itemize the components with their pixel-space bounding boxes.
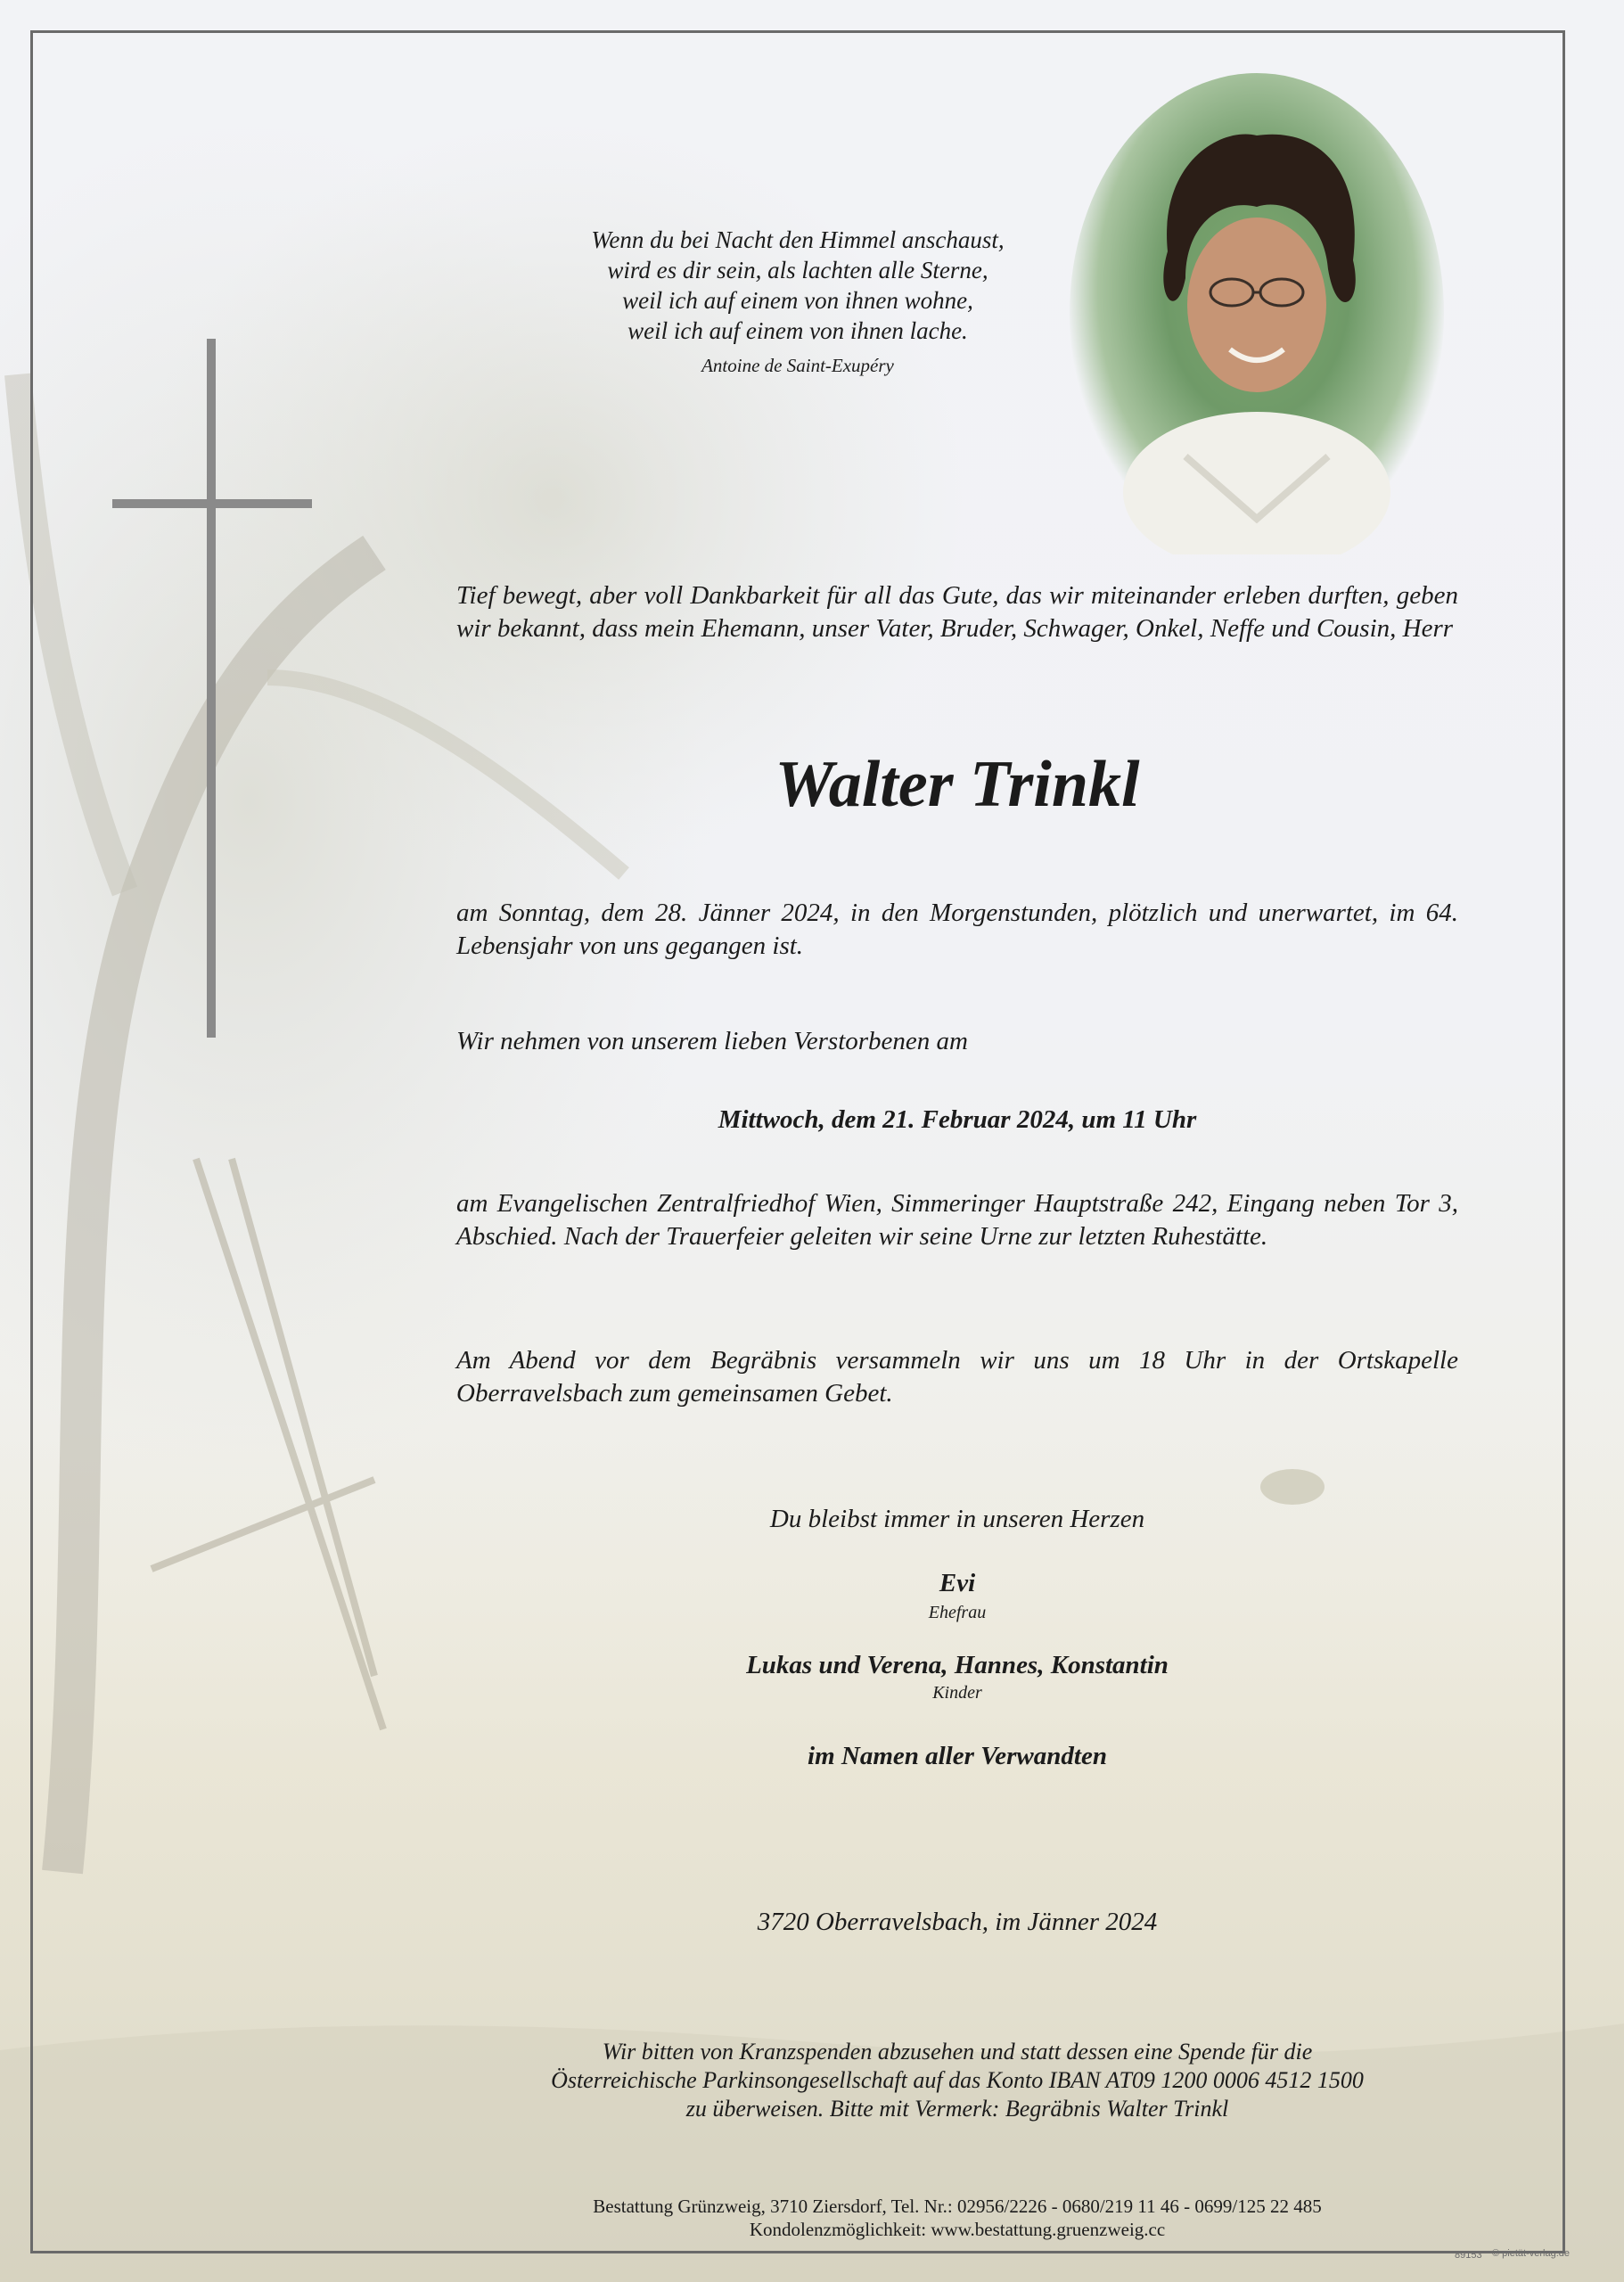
relatives-line: im Namen aller Verwandten bbox=[808, 1742, 1107, 1770]
mourner-role: Kinder bbox=[932, 1683, 982, 1703]
donation-line: Wir bitten von Kranzspenden abzusehen und statt dessen eine Spende für die bbox=[602, 2039, 1313, 2064]
quote-author: Antoine de Saint-Exupéry bbox=[701, 355, 894, 376]
donation-note bbox=[456, 2038, 1458, 2123]
funeral-home-info: Bestattung Grünzweig, 3710 Ziersdorf, Tel. Nr.: 02956/2226 - 0680/219 11 46 - 0699/125 22 485 bbox=[593, 2196, 1322, 2217]
donation-line: Österreichische Parkinsongesellschaft auf das Konto IBAN AT09 1200 0006 4512 1500 bbox=[551, 2067, 1364, 2093]
quote-line: weil ich auf einem von ihnen lache. bbox=[627, 317, 968, 344]
cross-horizontal-bar bbox=[112, 499, 312, 508]
print-code: 89153 bbox=[1455, 2250, 1482, 2261]
quote-line: wird es dir sein, als lachten alle Sterne, bbox=[607, 257, 988, 283]
mourner-name: Lukas und Verena, Hannes, Konstantin bbox=[746, 1651, 1169, 1679]
evening-prayer: Am Abend vor dem Begräbnis versammeln wir uns um 18 Uhr in der Ortskapelle Oberravelsbach zum gemeinsamen Gebet. bbox=[456, 1346, 1458, 1408]
farewell-intro: Wir nehmen von unserem lieben Verstorbenen am bbox=[456, 1027, 968, 1055]
quote-line: Wenn du bei Nacht den Himmel anschaust, bbox=[591, 226, 1005, 253]
cross-vertical-bar bbox=[207, 339, 216, 1038]
portrait-photo bbox=[1070, 73, 1444, 554]
place-date: 3720 Oberravelsbach, im Jänner 2024 bbox=[757, 1908, 1158, 1936]
mourner-role: Ehefrau bbox=[928, 1603, 987, 1622]
farewell-date: Mittwoch, dem 21. Februar 2024, um 11 Uhr bbox=[718, 1105, 1197, 1134]
donation-line: zu überweisen. Bitte mit Vermerk: Begräbnis Walter Trinkl bbox=[685, 2096, 1229, 2122]
mourner-name: Evi bbox=[939, 1569, 976, 1597]
intro-text: Tief bewegt, aber voll Dankbarkeit für all das Gute, das wir miteinander erleben durften, geben wir bekannt, dass mein Ehemann, unser Vater, Bruder, Schwager, Onkel, Neffe und Cousin, Herr bbox=[456, 581, 1458, 643]
condolence-website: Kondolenzmöglichkeit: www.bestattung.gruenzweig.cc bbox=[749, 2219, 1166, 2240]
deceased-name: Walter Trinkl bbox=[775, 748, 1140, 821]
farewell-place: am Evangelischen Zentralfriedhof Wien, Simmeringer Hauptstraße 242, Eingang neben Tor 3, Abschied. Nach der Trauerfeier geleiten wir seine Urne zur letzten Ruhestätte. bbox=[456, 1189, 1458, 1251]
closing-line: Du bleibst immer in unseren Herzen bbox=[769, 1505, 1145, 1533]
death-notice: am Sonntag, dem 28. Jänner 2024, in den Morgenstunden, plötzlich und unerwartet, im 64. Lebensjahr von uns gegangen ist. bbox=[456, 899, 1458, 960]
print-mark: © pietät-verlag.de bbox=[1492, 2248, 1570, 2259]
memorial-quote bbox=[517, 225, 1079, 346]
quote-line: weil ich auf einem von ihnen wohne, bbox=[622, 287, 973, 314]
